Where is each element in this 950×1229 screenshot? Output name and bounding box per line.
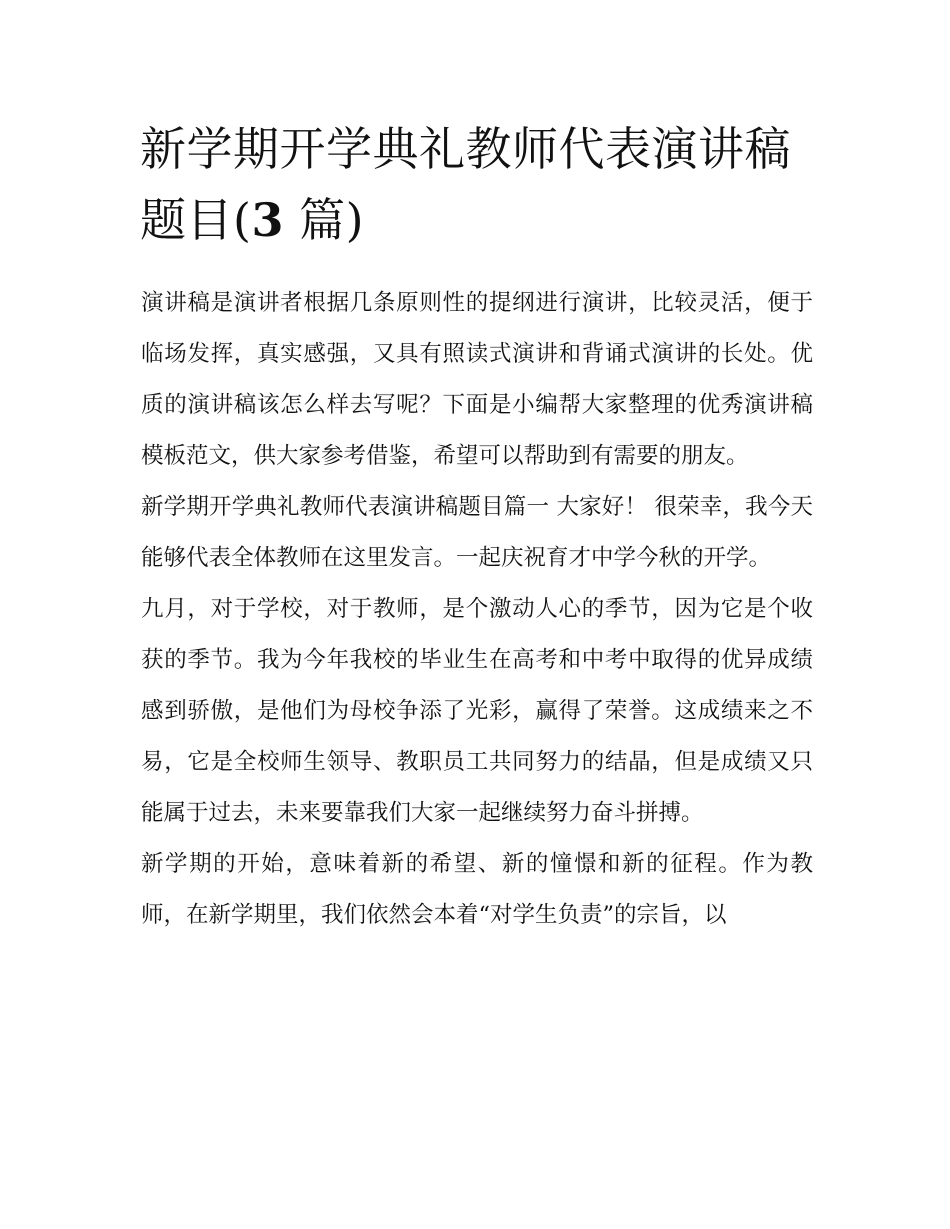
title-text-suffix: 篇) (283, 193, 365, 247)
title-number: 3 (251, 193, 284, 247)
paragraph-new-semester: 新学期的开始，意味着新的希望、新的憧憬和新的征程。作为教师，在新学期里，我们依然会本着“对学生负责”的宗旨，以 (141, 851, 813, 928)
paragraph-september: 九月，对于学校，对于教师，是个激动人心的季节，因为它是个收获的季节。我为今年我校的毕业生在高考和中考中取得的优异成绩感到骄傲，是他们为母校争添了光彩，赢得了荣誉。这成绩来之不易，它是全校师生领导、教职员工共同努力的结晶，但是成绩又只能属于过去，未来要靠我们大家一起继续努力奋斗拼搏。 (141, 596, 813, 826)
document-title (140, 114, 820, 256)
document-body (141, 278, 813, 941)
paragraph-speech-opening: 新学期开学典礼教师代表演讲稿题目篇一 大家好！ 很荣幸，我今天能够代表全体教师在这里发言。一起庆祝育才中学今秋的开学。 (141, 494, 813, 571)
title-text-prefix: 新学期开学典礼教师代表演讲稿题目( (140, 122, 791, 247)
paragraph-intro: 演讲稿是演讲者根据几条原则性的提纲进行演讲，比较灵活，便于临场发挥，真实感强，又具有照读式演讲和背诵式演讲的长处。优质的演讲稿该怎么样去写呢？下面是小编帮大家整理的优秀演讲稿模板范文，供大家参考借鉴，希望可以帮助到有需要的朋友。 (141, 290, 813, 469)
